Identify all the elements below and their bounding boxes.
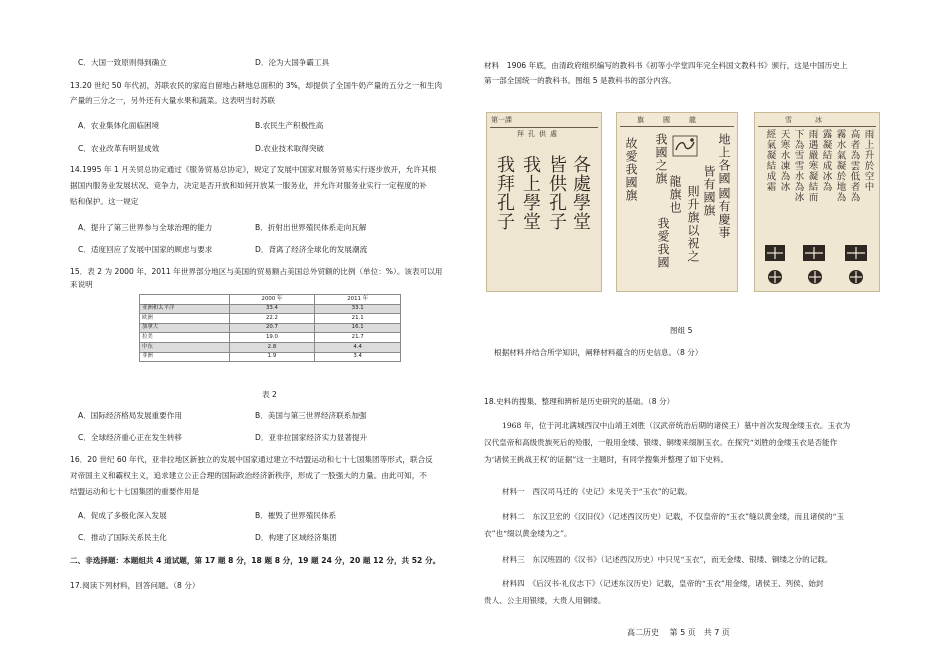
q14-option-b: B．折射出世界殖民体系走向瓦解: [255, 223, 367, 232]
table-header-cell: 2011 年: [315, 295, 401, 305]
material-line: 材料 1906 年底，由清政府组织编写的教科书《初等小学堂四年完全科国文教科书》颁行，这是中国历史上: [484, 61, 848, 70]
textbook-column: 露凝結成冰為: [820, 129, 832, 192]
textbook-column: 經氣凝結成霜: [764, 129, 776, 192]
material-line: 第一部全国统一的教科书。图组 5 是教科书的部分内容。: [484, 76, 676, 86]
snowflake-pattern-icon: [761, 241, 875, 289]
textbook-page-ice-snow: [754, 112, 880, 292]
table-row: [140, 314, 401, 324]
textbook-column: 天寒水凍為冰: [778, 129, 790, 192]
table-cell: 2.8: [229, 342, 315, 352]
table-cell-region: 亚洲和太平洋: [140, 304, 230, 314]
trade-table: [139, 294, 401, 362]
textbook-column: 我愛我國: [656, 217, 670, 269]
q16-option-a: A．促成了多极化深入发展: [78, 511, 167, 520]
q16-option-c: C．推动了国际关系民主化: [78, 533, 167, 542]
textbook-column: 高者為雲低者為: [848, 129, 860, 203]
figure-caption: 图组 5: [670, 326, 693, 335]
textbook-column: 雨上升於空中: [862, 129, 874, 192]
q15-line: 来说明: [70, 280, 93, 290]
table-row: [140, 304, 401, 314]
textbook-column: 故愛我國旗: [624, 137, 638, 202]
q12-option-d: D．沦为大国争霸工具: [255, 58, 330, 67]
q15-line: 15．表 2 为 2000 年、2011 年世界部分地区与美国的贸易额占美国总外贸额的比例（单位：%）。该表可以用: [70, 267, 443, 276]
textbook-column: 則升旗以祝之: [686, 185, 700, 263]
table-caption: 表 2: [262, 390, 277, 399]
question-18-heading: 18.史料的搜集、整理和辨析是历史研究的基础。（8 分）: [484, 397, 675, 406]
q15-options-row2: [78, 432, 458, 445]
material-2: [484, 511, 844, 540]
q16-option-d: D．构建了区域经济集团: [255, 533, 337, 542]
textbook-column: 霧水氣凝於地為: [834, 129, 846, 203]
q13-line: 13.20 世纪 50 年代初，苏联农民的家庭自留地占耕地总面积的 3%，却提供了全国牛奶产量的五分之一和生肉: [70, 81, 443, 90]
q16-line: 16．20 世纪 60 年代，亚非拉地区新独立的发展中国家通过建立不结盟运动和七十七国集团等形式，联合反: [70, 455, 433, 464]
q13-option-c: C．农业改革有明显成效: [78, 144, 160, 153]
q13-option-d: D.农业技术取得突破: [255, 144, 325, 153]
q16-line: 结盟运动和七十七国集团的重要作用是: [70, 487, 200, 497]
table-cell-region: 加拿大: [140, 323, 230, 333]
table-cell-region: 非洲: [140, 352, 230, 362]
table-row: [140, 323, 401, 333]
q13-options-row1: [78, 120, 458, 133]
textbook-page-confucius: [486, 112, 602, 292]
q15-option-a: A．国际经济格局发展重要作用: [78, 411, 182, 420]
divider: [758, 126, 876, 127]
q16-options-row2: [78, 532, 458, 545]
q13-line: 产量的三分之一，另外还有大量水果和蔬菜。这表明当时苏联: [70, 96, 276, 106]
table-cell: 21.1: [315, 314, 401, 324]
q15-option-c: C．全球经济重心正在发生转移: [78, 433, 183, 442]
table-cell-region: 欧洲: [140, 314, 230, 324]
table-row: [140, 333, 401, 343]
section-2-heading: 二、非选择题：本题组共 4 道试题，第 17 题 8 分，18 题 8 分，19 题 24 分，20 题 12 分，共 52 分。: [70, 556, 441, 565]
q12-options: [78, 57, 458, 70]
textbook-column: 皆有國旗: [702, 165, 716, 217]
textbook-column: 皆供孔子: [546, 155, 567, 231]
table-cell: 1.9: [229, 352, 315, 362]
table-cell: 19.0: [229, 333, 315, 343]
textbook-column: 龍旗也: [668, 175, 682, 214]
page-footer: 高二历史 第 5 页 共 7 页: [627, 628, 730, 637]
material-2-line: 衣”也“缀以黄金缕为之”。: [484, 529, 572, 539]
divider: [620, 126, 734, 127]
q15-options-row1: [78, 410, 458, 423]
question-17-heading: 17.阅读下列材料，回答问题。（8 分）: [70, 581, 200, 590]
table-cell: 20.7: [229, 323, 315, 333]
table-cell: 3.4: [315, 352, 401, 362]
q14-line: 14.1995 年 1 月关贸总协定通过《服务贸易总协定》，规定了发展中国家对服务贸易实行逐步放开，允许其根: [70, 165, 437, 174]
q13-options-row2: [78, 143, 458, 156]
q12-option-c: C．大国一致原则得到确立: [78, 58, 167, 67]
table-cell: 33.4: [229, 304, 315, 314]
table-cell: 21.7: [315, 333, 401, 343]
q17-question: 根据材料并结合所学知识，阐释材料蕴含的历史信息。（8 分）: [494, 348, 703, 357]
table-header-row: [140, 295, 401, 305]
q16-line: 对帝国主义和霸权主义，追求建立公正合理的国际政治经济新秩序，形成了一股强大的力量。由此可知，不: [70, 471, 427, 481]
question-13: [70, 80, 442, 107]
textbook-column: 我上學堂: [520, 155, 541, 231]
table-row: [140, 352, 401, 362]
material-4-line: 材料四 《后汉书·礼仪志下》（记述东汉历史）记载，皇帝的“玉衣”用金缕，诸侯王、列侯、始封: [502, 579, 824, 588]
table-header-cell: 2000 年: [229, 295, 315, 305]
q13-option-b: B.农民生产积极性高: [255, 121, 324, 130]
material-1: 材料一 西汉司马迁的《史记》未见关于“玉衣”的记载。: [502, 487, 693, 496]
textbook-column: 各處學堂: [570, 155, 591, 231]
question-16: [70, 454, 433, 498]
material-2-line: 材料二 东汉卫宏的《汉旧仪》（记述西汉历史）记载，不仅皇帝的“玉衣”缝以黄金缕，而且诸侯的“玉: [502, 512, 844, 521]
table-header-cell: [140, 295, 230, 305]
table-cell: 4.4: [315, 342, 401, 352]
q16-option-b: B．摧毁了世界殖民体系: [255, 511, 337, 520]
textbook-header: 旗 國 龍: [637, 116, 702, 124]
dragon-flag-icon: [672, 135, 698, 157]
q14-line: 据国内服务业发展状况、竞争力，决定是否开放和如何开放某一服务业，并允许对服务业实行一定程度的补: [70, 181, 427, 191]
q15-option-d: D．亚非拉国家经济实力显著提升: [255, 433, 368, 442]
table-cell: 22.2: [229, 314, 315, 324]
divider: [490, 127, 598, 128]
textbook-column: 雨遇嚴寒凝結而: [806, 129, 818, 203]
textbook-column: 地上各國: [717, 133, 731, 185]
q14-option-a: A．提升了第三世界参与全球治理的能力: [78, 223, 213, 232]
textbook-column: 我國之旗: [654, 133, 668, 185]
textbook-column: 我拜孔子: [494, 155, 515, 231]
table-cell-region: 中东: [140, 342, 230, 352]
q18-line: 为‘诸侯王挑战王权’的证据”这一主题时，有同学搜集并整理了如下史料。: [484, 455, 729, 465]
q14-options-row2: [78, 244, 458, 257]
table-cell: 33.1: [315, 304, 401, 314]
q15-option-b: B．美国与第三世界经济联系加强: [255, 411, 367, 420]
question-14: [70, 164, 436, 208]
textbook-column: 國有慶事: [717, 187, 731, 239]
q14-option-c: C．适度回应了发展中国家的顾虑与要求: [78, 245, 213, 254]
textbook-page-dragon-flag: [616, 112, 738, 292]
q18-line: 1968 年，位于河北满城西汉中山靖王刘胜（汉武帝统治后期的诸侯王）墓中首次发现金缕玉衣。玉衣为: [502, 421, 851, 430]
textbook-header: 第一課: [491, 116, 512, 124]
q16-options-row1: [78, 510, 458, 523]
material-intro: [484, 60, 847, 87]
q13-option-a: A．农业集体化面临困境: [78, 121, 160, 130]
textbook-header: 雪 冰: [785, 116, 830, 124]
question-18-intro: [484, 420, 850, 466]
table-row: [140, 342, 401, 352]
table-cell: 16.1: [315, 323, 401, 333]
q18-line: 汉代皇帝和高级贵族死后的殓服，一般用金缕、银缕、铜缕来缀制玉衣。在探究“刘胜的金缕玉衣是否能作: [484, 438, 838, 448]
material-4-line: 贵人、公主用银缕，大贵人用铜缕。: [484, 596, 606, 606]
textbook-column: 下為雪雪水為冰: [792, 129, 804, 203]
table-cell-region: 拉美: [140, 333, 230, 343]
q14-line: 贴和保护。这一规定: [70, 197, 139, 207]
textbook-subheader: 拜孔供處: [517, 130, 561, 138]
question-15: [70, 266, 442, 291]
material-3: 材料三 东汉班固的《汉书》（记述西汉历史）中只见“玉衣”，而无金缕、银缕、铜缕之分的记载。: [502, 555, 833, 564]
q14-option-d: D．背离了经济全球化的发展潮流: [255, 245, 368, 254]
material-4: [484, 578, 824, 607]
q14-options-row1: [78, 222, 458, 235]
